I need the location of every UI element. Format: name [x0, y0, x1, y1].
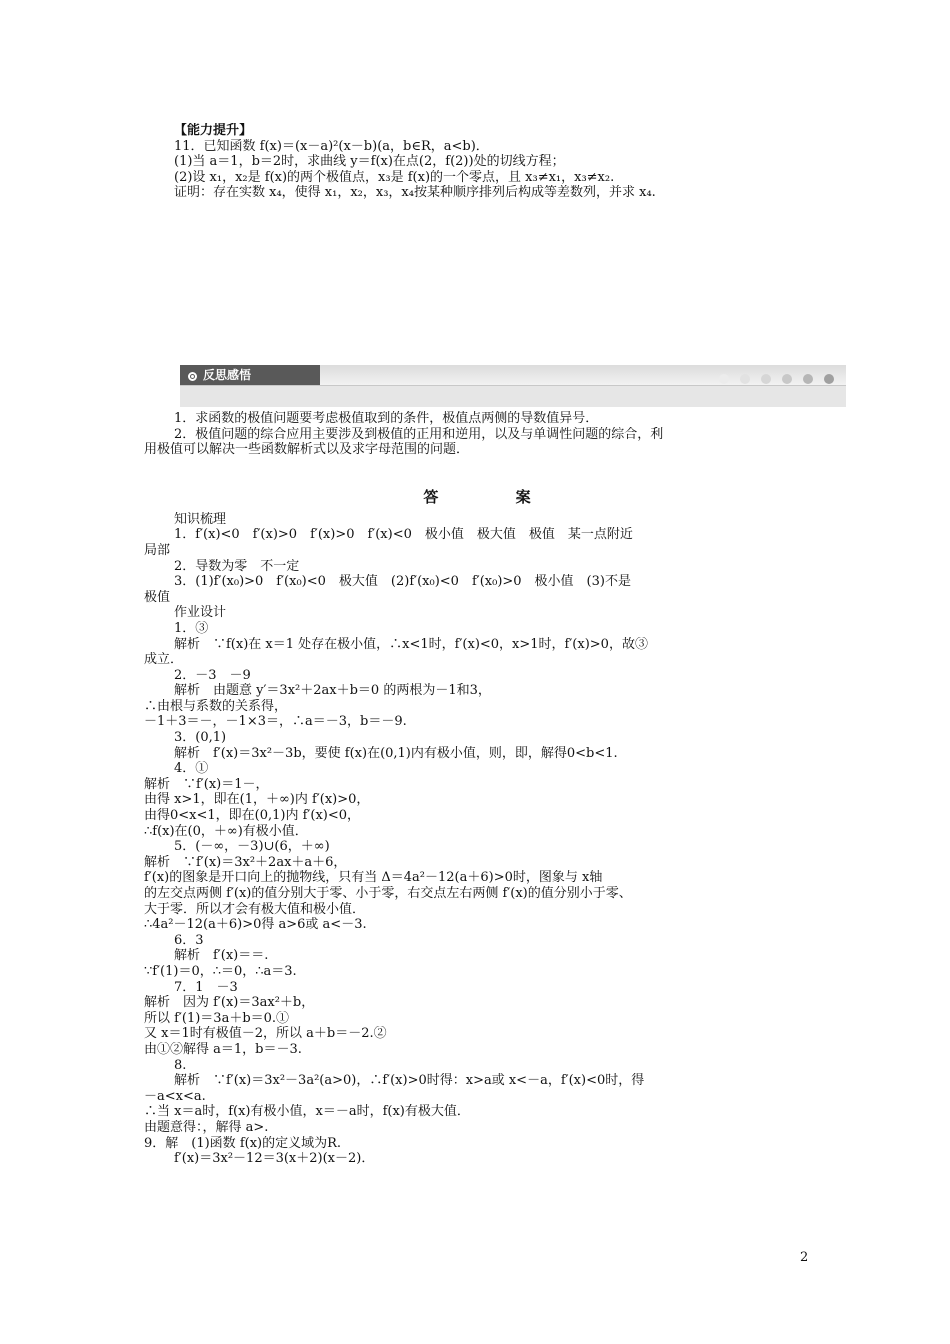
- answer-line: ∴当 x＝a时，f(x)有极小值，x＝－a时，f(x)有极大值．: [144, 1104, 470, 1120]
- answer-line: 大于零．所以才会有极大值和极小值．: [144, 901, 366, 917]
- section-heading: 【能力提升】: [174, 123, 253, 138]
- answer-line: 解析 ∵f(x)在 x＝1 处存在极小值，∴x<1时，f′(x)<0，x>1时，f′(x)>0，故③: [174, 636, 648, 652]
- answer-line: 2．－3 －9: [174, 667, 251, 683]
- target-icon: [188, 372, 197, 381]
- answer-line: 解析 由题意 y′＝3x²＋2ax＋b＝0 的两根为－1和3，: [174, 683, 491, 699]
- reflection-item: 2．极值问题的综合应用主要涉及到极值的正用和逆用，以及与单调性问题的综合，利: [174, 426, 664, 442]
- answer-line: 由得 x>1，即在(1，＋∞)内 f′(x)>0，: [144, 792, 370, 808]
- dot-icon: [740, 374, 750, 384]
- banner-tag: [180, 365, 320, 385]
- answer-line: 解析 ∵f′(x)＝1－，: [144, 776, 269, 792]
- answer-line: ∵f′(1)＝0，∴＝0，∴a＝3.: [144, 963, 297, 979]
- answer-line: 由①②解得 a＝1，b＝－3.: [144, 1041, 302, 1057]
- reflection-item: 用极值可以解决一些函数解析式以及求字母范围的问题．: [144, 442, 470, 458]
- answer-line: 4．①: [174, 761, 209, 777]
- page-number: 2: [800, 1250, 809, 1265]
- answer-line: 解析 ∵f′(x)＝3x²－3a²(a>0)，∴f′(x)>0时得：x>a或 x<－a，f′(x)<0时，得: [174, 1073, 645, 1089]
- problem-line: (2)设 x₁，x₂是 f(x)的两个极值点，x₃是 f(x)的一个零点，且 x₃≠x₁，x₃≠x₂.: [174, 169, 615, 185]
- answer-line: 极值: [144, 589, 171, 605]
- problem-line: 11．已知函数 f(x)＝(x－a)²(x－b)(a，b∈R，a<b)．: [174, 138, 489, 154]
- answer-line: 解析 ∵f′(x)＝3x²＋2ax＋a＋6，: [144, 854, 347, 870]
- dot-icon: [719, 374, 729, 384]
- answer-line: 7．1 －3: [174, 979, 238, 995]
- answer-line: f′(x)的图象是开口向上的抛物线，只有当 Δ＝4a²－12(a＋6)>0时，图象与 x轴: [144, 870, 603, 886]
- answer-line: 3．(1)f′(x₀)>0 f′(x₀)<0 极大值 (2)f′(x₀)<0 f′(x₀)>0 极小值 (3)不是: [174, 574, 631, 590]
- answer-line: 解析 因为 f′(x)＝3ax²＋b，: [144, 995, 315, 1011]
- answer-line: －1＋3＝－，－1×3＝，∴a＝－3，b＝－9.: [144, 714, 407, 730]
- answer-line: 局部: [144, 542, 171, 558]
- dot-icon: [761, 374, 771, 384]
- reflection-item: 1．求函数的极值问题要考虑极值取到的条件，极值点两侧的导数值异号．: [174, 410, 599, 426]
- answer-line: 所以 f′(1)＝3a＋b＝0.①: [144, 1010, 290, 1026]
- answer-space: [144, 201, 810, 363]
- banner-dots: [708, 369, 834, 381]
- answer-line: 2．导数为零 不一定: [174, 558, 300, 574]
- answer-line: 8.: [174, 1057, 187, 1073]
- answers-body: [144, 512, 810, 1167]
- answer-line: f′(x)＝3x²－12＝3(x＋2)(x－2)．: [174, 1151, 375, 1167]
- answer-line: 的左交点两侧 f′(x)的值分别大于零、小于零，右交点左右两侧 f′(x)的值分别小于零、: [144, 886, 632, 901]
- answer-line: ∴4a²－12(a＋6)>0得 a>6或 a<－3.: [144, 917, 367, 933]
- answer-line: 由得0<x<1，即在(0,1)内 f′(x)<0，: [144, 808, 361, 824]
- answer-line: 知识梳理: [174, 511, 227, 527]
- page-content: [144, 123, 810, 1167]
- dot-icon: [782, 374, 792, 384]
- answer-line: 作业设计: [174, 605, 227, 621]
- banner-label: 反思感悟: [203, 367, 252, 382]
- answer-line: 解析 f′(x)＝3x²－3b，要使 f(x)在(0,1)内有极小值，则，即，解得0<b<1.: [174, 745, 618, 761]
- reflection-banner: [180, 365, 846, 407]
- answer-line: 6．3: [174, 932, 204, 948]
- problem-line: 证明：存在实数 x₄，使得 x₁，x₂，x₃，x₄按某种顺序排列后构成等差数列，并求 x₄.: [174, 185, 656, 201]
- problem-line: (1)当 a＝1，b＝2时，求曲线 y＝f(x)在点(2，f(2))处的切线方程；: [174, 154, 565, 170]
- answer-line: 1．f′(x)<0 f′(x)>0 f′(x)>0 f′(x)<0 极小值 极大值 极值 某一点附近: [174, 527, 633, 543]
- answer-line: 解析 f′(x)＝＝.: [174, 948, 269, 964]
- answer-line: 1．③: [174, 620, 209, 636]
- answer-line: ∴由根与系数的关系得，: [144, 698, 288, 714]
- answers-title: 答 案: [423, 487, 567, 506]
- answer-line: 由题意得：，解得 a>.: [144, 1119, 269, 1135]
- answer-line: ∴f(x)在(0，＋∞)有极小值．: [144, 823, 308, 839]
- answer-line: 又 x＝1时有极值－2，所以 a＋b＝－2.②: [144, 1026, 387, 1042]
- answer-line: 3．(0,1): [174, 730, 227, 746]
- dot-icon: [803, 374, 813, 384]
- answer-line: 成立．: [144, 652, 184, 668]
- answer-line: 9．解 (1)函数 f(x)的定义域为R.: [144, 1135, 342, 1151]
- answer-line: 5．(－∞，－3)∪(6，＋∞): [174, 839, 330, 855]
- answer-line: －a<x<a.: [144, 1088, 206, 1104]
- dot-icon: [824, 374, 834, 384]
